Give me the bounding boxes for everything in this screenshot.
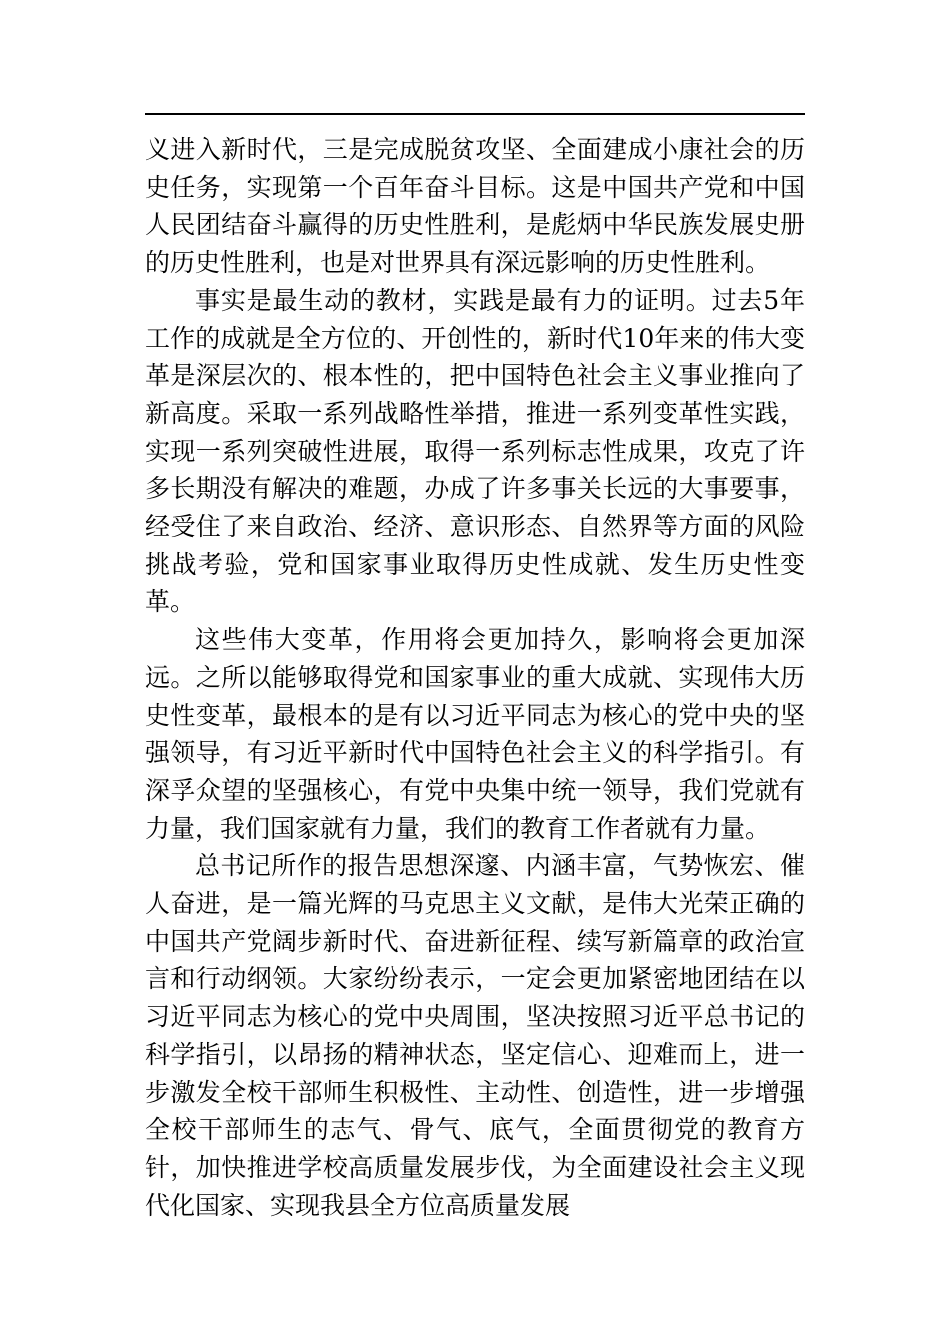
document-body [145,131,805,1224]
paragraph-3: 这些伟大变革，作用将会更加持久，影响将会更加深远。之所以能够取得党和国家事业的重大成就、实现伟大历史性变革，最根本的是有以习近平同志为核心的党中央的坚强领导，有习近平新时代中国特色社会主义的科学指引。有深孚众望的坚强核心，有党中央集中统一领导，我们党就有力量，我们国家就有力量，我们的教育工作者就有力量。 [145,625,805,843]
header-rule [145,113,805,115]
paragraph-4: 总书记所作的报告思想深邃、内涵丰富，气势恢宏、催人奋进，是一篇光辉的马克思主义文献，是伟大光荣正确的中国共产党阔步新时代、奋进新征程、续写新篇章的政治宣言和行动纲领。大家纷纷表示，一定会更加紧密地团结在以习近平同志为核心的党中央周围，坚决按照习近平总书记的科学指引，以昂扬的精神状态，坚定信心、迎难而上，进一步激发全校干部师生积极性、主动性、创造性，进一步增强全校干部师生的志气、骨气、底气，全面贯彻党的教育方针，加快推进学校高质量发展步伐，为全面建设社会主义现代化国家、实现我县全方位高质量发展 [145,851,805,1220]
paragraph-2: 事实是最生动的教材，实践是最有力的证明。过去5年工作的成就是全方位的、开创性的，新时代10年来的伟大变革是深层次的、根本性的，把中国特色社会主义事业推向了新高度。采取一系列战略性举措，推进一系列变革性实践，实现一系列突破性进展，取得一系列标志性成果，攻克了许多长期没有解决的难题，办成了许多事关长远的大事要事，经受住了来自政治、经济、意识形态、自然界等方面的风险挑战考验，党和国家事业取得历史性成就、发生历史性变革。 [145,285,805,617]
paragraph-1: 义进入新时代，三是完成脱贫攻坚、全面建成小康社会的历史任务，实现第一个百年奋斗目标。这是中国共产党和中国人民团结奋斗赢得的历史性胜利，是彪炳中华民族发展史册的历史性胜利，也是对世界具有深远影响的历史性胜利。 [145,135,805,278]
